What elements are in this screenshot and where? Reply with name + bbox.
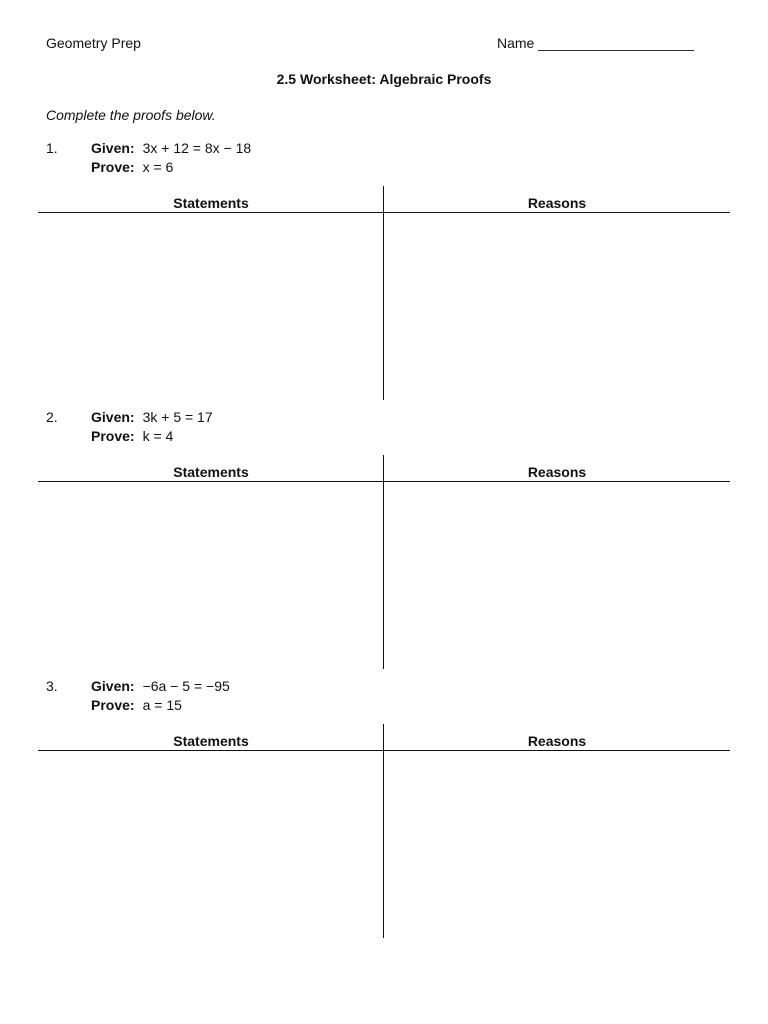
reasons-header: Reasons xyxy=(527,464,587,480)
course-name: Geometry Prep xyxy=(46,35,141,51)
prove-label: Prove xyxy=(91,159,130,175)
prove-line: Prove: a = 15 xyxy=(91,697,182,713)
problem-number: 2. xyxy=(46,409,58,425)
given-label: Given xyxy=(91,140,130,156)
table-divider-horizontal xyxy=(38,481,730,482)
given-line: Given: −6a − 5 = −95 xyxy=(91,678,230,694)
table-divider-horizontal xyxy=(38,750,730,751)
given-line: Given: 3x + 12 = 8x − 18 xyxy=(91,140,252,156)
name-field: Name ____________________ xyxy=(497,35,694,51)
prove-line: Prove: k = 4 xyxy=(91,428,174,444)
given-expression: 3k + 5 = 17 xyxy=(142,409,213,425)
reasons-header: Reasons xyxy=(527,195,587,211)
worksheet-title: 2.5 Worksheet: Algebraic Proofs xyxy=(276,71,492,87)
proof-problem-1 xyxy=(0,140,768,410)
prove-expression: x = 6 xyxy=(142,159,174,175)
given-expression: −6a − 5 = −95 xyxy=(142,678,230,694)
prove-expression: k = 4 xyxy=(142,428,174,444)
statements-header: Statements xyxy=(173,195,249,211)
prove-expression: a = 15 xyxy=(142,697,182,713)
prove-label: Prove xyxy=(91,428,130,444)
problem-number: 3. xyxy=(46,678,58,694)
table-divider-vertical xyxy=(383,724,384,938)
proof-problem-3 xyxy=(0,678,768,948)
given-expression: 3x + 12 = 8x − 18 xyxy=(142,140,252,156)
problem-number: 1. xyxy=(46,140,58,156)
prove-label: Prove xyxy=(91,697,130,713)
given-label: Given xyxy=(91,409,130,425)
table-divider-horizontal xyxy=(38,212,730,213)
statements-header: Statements xyxy=(173,733,249,749)
statements-header: Statements xyxy=(173,464,249,480)
table-divider-vertical xyxy=(383,455,384,669)
instructions: Complete the proofs below. xyxy=(46,107,216,123)
prove-line: Prove: x = 6 xyxy=(91,159,174,175)
given-line: Given: 3k + 5 = 17 xyxy=(91,409,213,425)
proof-problem-2 xyxy=(0,409,768,679)
table-divider-vertical xyxy=(383,186,384,400)
reasons-header: Reasons xyxy=(527,733,587,749)
given-label: Given xyxy=(91,678,130,694)
